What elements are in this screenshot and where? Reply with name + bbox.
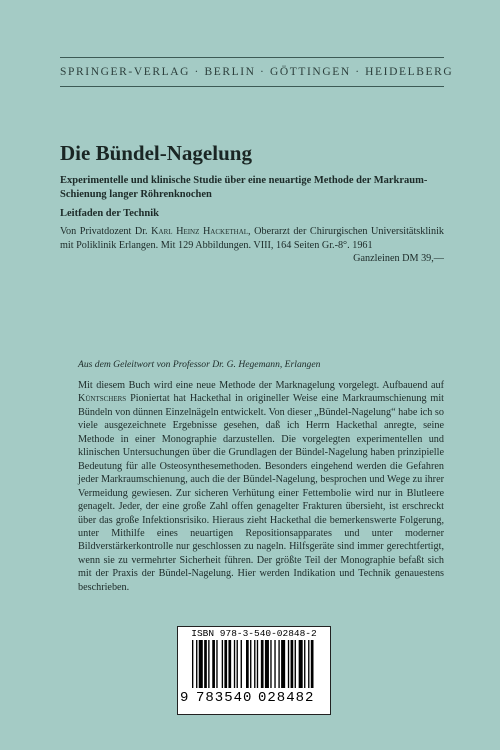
book-subtitle: Experimentelle und klinische Studie über eine neuartige Methode der Markraum-Schienung langer Röhrenknochen bbox=[60, 175, 428, 200]
barcode-bar bbox=[222, 640, 223, 688]
barcode-bar bbox=[196, 640, 197, 688]
barcode-bar bbox=[257, 640, 258, 688]
barcode-bar bbox=[237, 640, 238, 688]
barcode-bar bbox=[304, 640, 305, 688]
barcode-bar bbox=[311, 640, 314, 688]
book-title: Die Bündel-Nagelung bbox=[60, 141, 252, 165]
barcode-bar bbox=[208, 640, 209, 688]
top-rule bbox=[60, 57, 444, 58]
preface-text-start: Mit diesem Buch wird eine neue Methode der Marknagelung vorgelegt. Aufbauend auf bbox=[78, 380, 444, 391]
author-info bbox=[60, 225, 444, 266]
barcode-bar bbox=[246, 640, 249, 688]
barcode-bar bbox=[299, 640, 303, 688]
barcode-bar bbox=[308, 640, 309, 688]
barcode-bar bbox=[224, 640, 227, 688]
barcode-bar bbox=[192, 640, 193, 688]
publisher-line: SPRINGER-VERLAG · BERLIN · GÖTTINGEN · HEIDELBERG bbox=[60, 66, 454, 78]
barcode-bar bbox=[254, 640, 255, 688]
barcode-bar bbox=[234, 640, 235, 688]
barcode-bar bbox=[270, 640, 271, 688]
barcode-bar bbox=[288, 640, 289, 688]
barcode-digits-left: 783540 bbox=[196, 690, 253, 706]
barcode-bar bbox=[199, 640, 203, 688]
barcode-bar bbox=[241, 640, 242, 688]
barcode-bar bbox=[291, 640, 294, 688]
barcode-bar bbox=[278, 640, 279, 688]
barcode-bar bbox=[228, 640, 231, 688]
series-title: Leitfaden der Technik bbox=[60, 208, 159, 219]
barcode-digit-first: 9 bbox=[180, 690, 190, 706]
isbn-barcode bbox=[177, 626, 331, 715]
barcode-bar bbox=[212, 640, 215, 688]
author-name: Karl Heinz Hackethal bbox=[151, 226, 249, 237]
preface-text-rest: Pioniertat hat Hackethal in origineller Weise eine Markraumschienung mit Bündeln von dünnen Einzelnägeln entwickelt. Von dieser „Bündel-Nagelung“ habe ich so viele ausgezeichnete Ergebnisse gesehen, daß ich Herrn Hackethal anregte, seine Methode in einer Monographie darzustellen. Die vorgelegten experimentellen und klinischen Untersuchungen über die Grundlagen der Bündel-Nagelung haben prinzipielle Bedeutung für alle Osteosynthesemethoden. Besonders eingehend werden die Gefahren jeder Markraumschienung, auch die der Bündel-Nagelung, besprochen und Wege zu ihrer Vermeidung gewiesen. Zur sicheren Verhütung einer Fettembolie wird nur in Blutleere genagelt. Jeder, der eine große Zahl offen genagelter Frakturen übersieht, ist erschreckt über das große Infektionsrisiko. Hieraus zieht Hackethal die bemerkenswerte Folgerung, unter Mithilfe eines neuartigen Repositionsapparates und unter moderner Bildverstärkerkontrolle nur geschlossen zu nageln. Hilfsgeräte sind immer gerechtfertigt, wenn sie zu vermehrter Sicherheit führen. Der größte Teil der Monographie befaßt sich mit der Praxis der Bündel-Nagelung. Hier werden Indikation und Technik genauestens beschrieben. bbox=[78, 393, 444, 593]
isbn-label: ISBN 978-3-540-02848-2 bbox=[191, 628, 317, 639]
barcode-bar bbox=[274, 640, 275, 688]
bottom-rule bbox=[60, 86, 444, 87]
author-intro: Von Privatdozent Dr. bbox=[60, 226, 148, 237]
barcode-bar bbox=[295, 640, 296, 688]
preface-heading: Aus dem Geleitwort von Professor Dr. G. Hegemann, Erlangen bbox=[78, 359, 321, 370]
barcode-bar bbox=[265, 640, 269, 688]
author-details: , Oberarzt der Chirurgischen Universitätsklinik mit Poliklinik Erlangen. Mit 129 Abbildungen. VIII, 164 Seiten Gr.-8°. 1961 bbox=[60, 226, 445, 251]
kuentscher-name: Küntschers bbox=[78, 393, 127, 405]
barcode-bar bbox=[250, 640, 251, 688]
barcode-bars bbox=[178, 640, 330, 690]
preface-text bbox=[78, 379, 444, 594]
barcode-bar bbox=[261, 640, 264, 688]
barcode-bar bbox=[216, 640, 217, 688]
barcode-bar bbox=[204, 640, 207, 688]
price: Ganzleinen DM 39,— bbox=[353, 253, 444, 264]
barcode-bar bbox=[281, 640, 285, 688]
barcode-digits-right: 028482 bbox=[258, 690, 315, 706]
